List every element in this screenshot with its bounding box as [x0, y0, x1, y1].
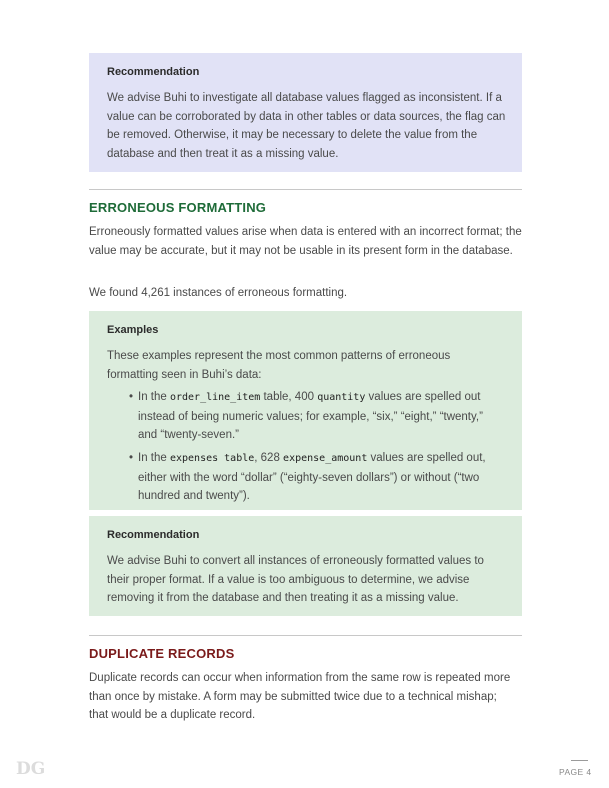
page-number: PAGE 4 — [559, 767, 592, 777]
recommendation-box-formatting — [89, 516, 522, 616]
section-heading-duplicate-records: DUPLICATE RECORDS — [89, 646, 235, 661]
erroneous-formatting-count: We found 4,261 instances of erroneous formatting. — [89, 287, 348, 299]
recommendation-title: Recommendation — [107, 529, 200, 541]
examples-intro: These examples represent the most common patterns of erroneous formatting seen in Buhi’s data: — [107, 350, 451, 381]
examples-list — [107, 388, 504, 506]
footer-divider — [571, 760, 588, 761]
code-table-name: order_line_item — [169, 392, 261, 404]
examples-box — [89, 311, 522, 510]
dg-logo: DG — [16, 759, 46, 779]
section-divider — [89, 635, 522, 636]
code-column-name: expense_amount — [283, 452, 368, 464]
examples-title: Examples — [107, 324, 159, 336]
recommendation-text: We advise Buhi to investigate all database values flagged as inconsistent. If a value can be corroborated by data in other tables or data sources, the flag can be removed. Otherwise, it may be necessary to delete the value from the database and then treat it as a missing value. — [107, 92, 506, 160]
recommendation-text: We advise Buhi to convert all instances of erroneously formatted values to their proper format. If a value is too ambiguous to determine, we advise removing it from the database and then treating it as a missing value. — [107, 555, 484, 605]
section-divider — [89, 189, 522, 190]
erroneous-formatting-paragraph: Erroneously formatted values arise when data is entered with an incorrect format; the value may be accurate, but it may not be usable in its present form in the database. — [89, 226, 522, 257]
recommendation-box-inconsistent — [89, 53, 522, 172]
list-item: • In the order_line_item table, 400 quantity values are spelled out instead of being numeric values; for example, “six,” “eight,” “twenty,” and “twenty-seven.” — [129, 388, 498, 445]
code-column-name: quantity — [317, 392, 366, 404]
code-table-name: expenses table — [169, 452, 255, 464]
section-heading-erroneous-formatting: ERRONEOUS FORMATTING — [89, 200, 267, 215]
list-item: • In the expenses table, 628 expense_amount values are spelled out, either with the word “dollar” (“eighty-seven dollars”) or without (“two hundred and twenty”). — [129, 449, 498, 506]
duplicate-records-paragraph: Duplicate records can occur when information from the same row is repeated more than once by mistake. A form may be submitted twice due to a technical mishap; that would be a duplicate record. — [89, 672, 511, 722]
recommendation-title: Recommendation — [107, 66, 200, 78]
